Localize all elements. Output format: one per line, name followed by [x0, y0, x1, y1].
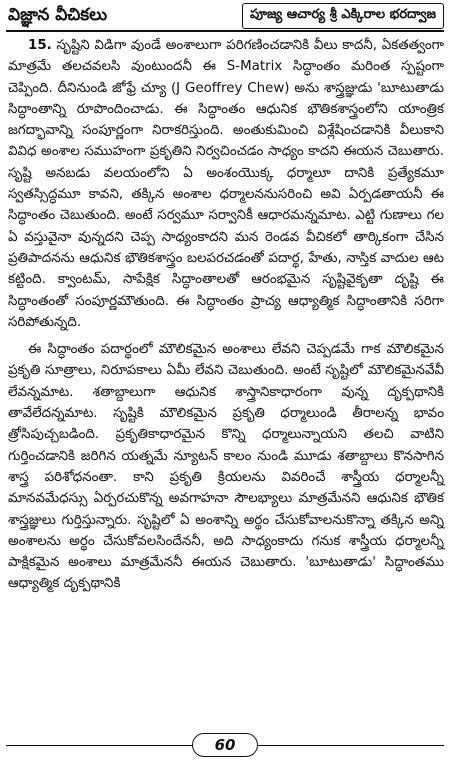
paragraph-2: [8, 339, 444, 595]
page-header: [6, 2, 444, 28]
paragraph-number: 15.: [28, 38, 52, 53]
book-title: విజ్ఞాన వీచికలు: [8, 5, 108, 25]
paragraph-text: సృష్టిని విడిగా వుండే అంశాలుగా పరిగణించడానికి వీలు కాదనీ, ఏకతత్వంగా మాత్రమే తలచవలసి వుంటుందనీ ఈ S-Matrix సిద్ధాంతం మరింత స్పష్టంగా చెప్పింది. దీనినుండి జోఫ్రే చ్యూ (J Geoffrey Chew) అను శాస్త్రజ్ఞుడు 'బూటుతాడు సిద్ధాంతాన్ని రూపొందించాడు. ఈ సిద్ధాంతం ఆధునిక భౌతికశాస్త్రంలోని యాంత్రిక జగద్భావాన్ని సంపూర్ణంగా నిరాకరిస్తుంది. అంతుకుమించి విశ్లేషించడానికి వీలుకాని వివిధ అంశాల సముహంగా ప్రకృతిని నిర్వచించడం సాధ్యం కాదని ఈయన చెబుతారు. సృష్టి అనబడు వలయంలోని ఏ అంశంయొక్క ధర్మాలూ దానికి ప్రత్యేకమూ స్వతస్సిద్ధమూ కావని, తక్కిన అంశాల ధర్మాలననుసరించి అవి ఏర్పడతాయనీ ఈ సిద్ధాంతం చెబుతుంది. అంటే సర్వమూ సర్వానికీ ఆధారమన్నమాట. ఎట్టి గుణాలు గల ఏ వస్తువైనా వున్నదని చెప్ప సాధ్యంకాదని మన రెండవ వీచికలో తార్కికంగా చేసిన ప్రతిపాదనను ఆధునిక భౌతికశాస్త్రం బలపరచడంతో పదార్థ, హేతు, నాస్తిక వాదుల ఆట కట్టింది. క్వాంటమ్, సాపేక్షిక సిద్ధాంతాలతో ఆరంభమైన సృష్టివైకృతా దృష్టి ఈ సిద్ధాంతంతో సంపూర్ణమౌతుంది. ఈ సిద్ధాంతం ప్రాచ్య ఆధ్యాత్మిక సిద్ధాంతానికి సరిగా సరిపోతున్నది.: [8, 38, 444, 330]
header-rule: [6, 30, 444, 32]
paragraph-1: [8, 35, 444, 333]
body-text: [8, 35, 444, 595]
page-number: 60: [192, 733, 258, 757]
paragraph-text: ఈ సిద్ధాంతం పదార్థంలో మౌలికమైన అంశాలు లేవని చెప్పడమే గాక మౌలికమైన ప్రకృతి సూత్రాలు, నిరూపకాలు ఏమీ లేవని చెబుతుంది. అంటే సృష్టిలో మౌలికమైనవేవీ లేవన్నమాట. శతాబ్దాలుగా ఆధునిక శాస్త్రానికాధారంగా వున్న దృక్పథానికి తావేలేదన్నమాట. సృష్టికి మౌలికమైన ప్రకృతి ధర్మాలుండి తీరాలన్న భావం త్రోసిపుచ్చబడింది. ప్రకృతికాధారమైన కొన్ని ధర్మాలున్నాయని తలచి వాటిని గుర్తించడానికి జరిగిన యత్నమే న్యూటన్ కాలం నుండి మూడు శతాబ్దాలు కొనసాగిన శాస్త్ర పరిశోధనంతా. కాని ప్రకృతి క్రియలను వివరించే శాస్త్రీయ ధర్మాలన్నీ మానవమేధస్సు ఏర్పరచుకొన్న అవగాహనా సౌలభ్యాలు మాత్రమేనని ఆధునిక భౌతిక శాస్త్రజ్ఞులు గుర్తిస్తున్నారు. సృష్టిలో ఏ అంశాన్ని అర్థం చేసుకోవాలనుకొన్నా తక్కిన అన్ని అంశాలను అర్థం చేసుకోవలసిందేననీ, అది సాధ్యంకాదు గనుక శాస్త్రీయ ధర్మాలన్నీ పాక్షికమైన అంశాలు మాత్రమేననీ ఈయన చెబుతారు. 'బూటుతాడు' సిద్ధాంతము ఆధ్యాత్మిక దృక్పథానికి: [8, 342, 444, 592]
page-footer: [6, 733, 444, 757]
author-box: పూజ్య ఆచార్య శ్రీ ఎక్కిరాల భరద్వాజ: [242, 3, 444, 29]
